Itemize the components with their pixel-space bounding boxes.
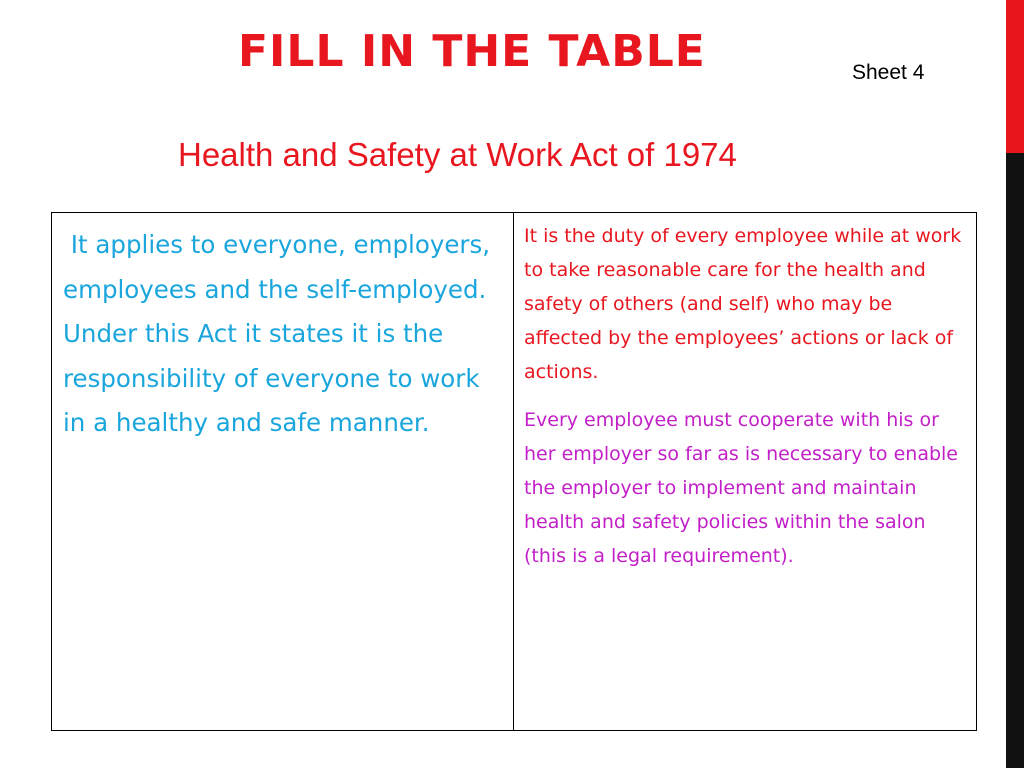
left-cell-text: It applies to everyone, employers, employees and the self-employed. Under this Act it states it is the responsibility of everyone to work in a healthy and safe manner. <box>63 230 491 437</box>
slide-title: FILL IN THE TABLE <box>238 26 706 77</box>
sheet-label: Sheet 4 <box>852 61 925 84</box>
side-bar-dark <box>1006 153 1024 768</box>
table-cell-right <box>514 213 977 731</box>
content-table <box>51 212 977 731</box>
side-bar-accent <box>1006 0 1024 153</box>
table-cell-left <box>52 213 514 731</box>
slide-subtitle: Health and Safety at Work Act of 1974 <box>178 136 737 173</box>
table-row <box>52 213 977 731</box>
right-cell-paragraph-duty: It is the duty of every employee while at work to take reasonable care for the health and safety of others (and self) who may be affected by the employees’ actions or lack of actions. <box>524 225 962 383</box>
right-cell-paragraph-cooperate: Every employee must cooperate with his or her employer so far as is necessary to enable the employer to implement and maintain health and safety policies within the salon (this is a legal requirement). <box>524 409 958 567</box>
